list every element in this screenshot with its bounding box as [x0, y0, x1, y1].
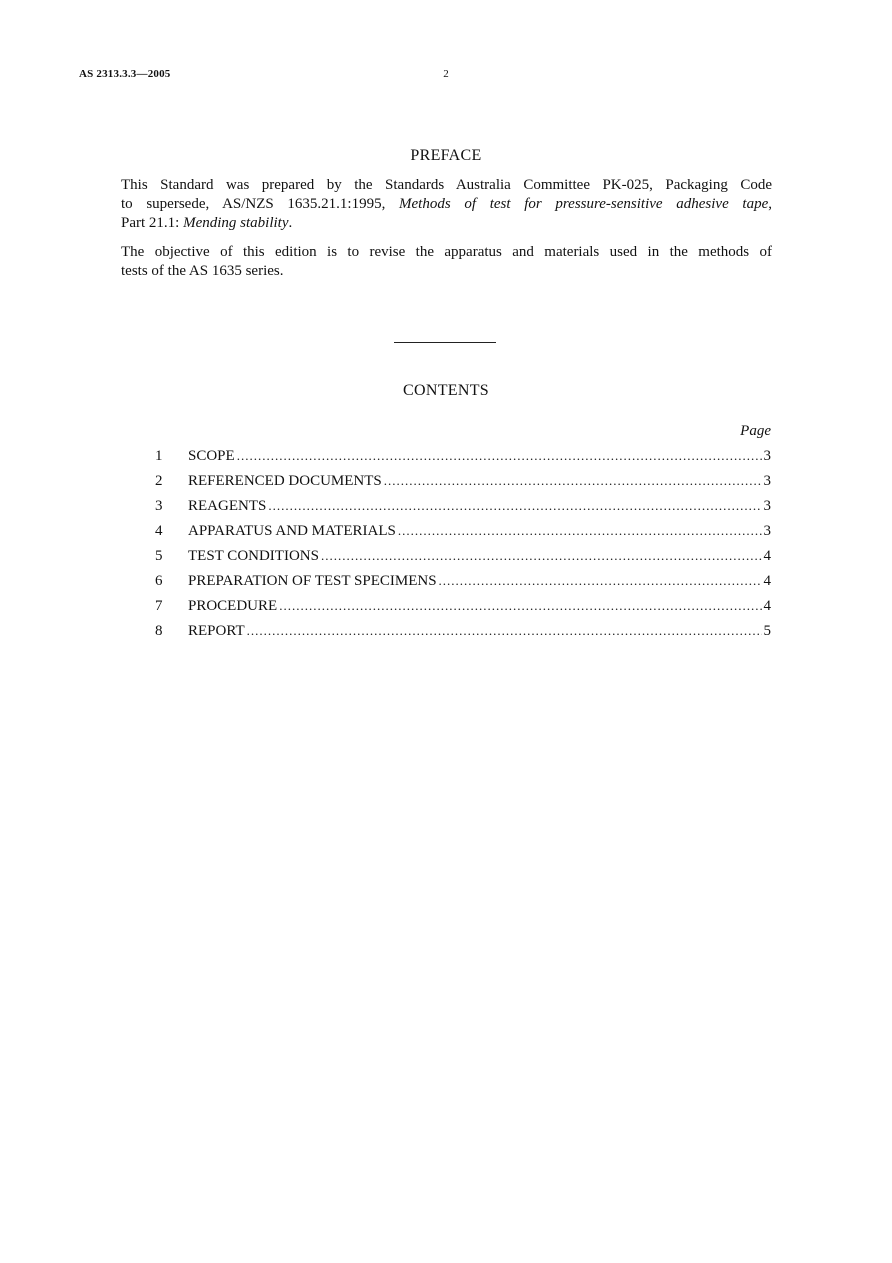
toc-entry-report[interactable] — [150, 623, 771, 648]
toc-leader-dots — [439, 573, 762, 589]
toc-leader-dots — [321, 548, 762, 564]
page-number: 2 — [443, 68, 449, 80]
toc-entry-page: 4 — [763, 548, 771, 564]
toc-entry-page: 4 — [763, 573, 771, 589]
toc-entry-title: PREPARATION OF TEST SPECIMENS — [188, 573, 437, 589]
toc-leader-dots — [279, 598, 761, 614]
toc-entry-title: REAGENTS — [188, 498, 267, 514]
preface-title: PREFACE — [410, 147, 482, 164]
toc-leader-dots — [237, 448, 762, 464]
toc-entry-number: 8 — [155, 623, 163, 639]
toc-entry-number: 6 — [155, 573, 163, 589]
toc-entry-number: 7 — [155, 598, 163, 614]
toc-entry-procedure[interactable] — [150, 598, 771, 623]
toc-entry-preparation-of-test-specimens[interactable] — [150, 573, 771, 598]
section-divider — [394, 342, 496, 343]
table-of-contents — [150, 448, 771, 648]
toc-entry-title: SCOPE — [188, 448, 235, 464]
toc-leader-dots — [247, 623, 762, 639]
toc-entry-scope[interactable] — [150, 448, 771, 473]
part-title: Mending stability — [183, 215, 289, 231]
preface-line-3: Part 21.1: Mending stability. — [121, 215, 293, 231]
toc-entry-title: TEST CONDITIONS — [188, 548, 319, 564]
toc-entry-title: APPARATUS AND MATERIALS — [188, 523, 396, 539]
preface-paragraph-1 — [121, 176, 772, 233]
toc-entry-page: 3 — [763, 523, 771, 539]
toc-entry-title: REFERENCED DOCUMENTS — [188, 473, 382, 489]
toc-entry-page: 3 — [763, 448, 771, 464]
toc-entry-reagents[interactable] — [150, 498, 771, 523]
toc-entry-number: 1 — [155, 448, 163, 464]
preface-objective-line-2: tests of the AS 1635 series. — [121, 263, 284, 279]
toc-entry-number: 5 — [155, 548, 163, 564]
preface-line-1: This Standard was prepared by the Standards Australia Committee PK-025, Packaging Code — [121, 177, 772, 193]
toc-entry-page: 5 — [763, 623, 771, 639]
preface-line-2: to supersede, AS/NZS 1635.21.1:1995, Methods of test for pressure-sensitive adhesive tape, — [121, 196, 772, 212]
toc-entry-number: 2 — [155, 473, 163, 489]
toc-entry-page: 3 — [763, 498, 771, 514]
toc-leader-dots — [268, 498, 761, 514]
preface-objective-line-1: The objective of this edition is to revise the apparatus and materials used in the methods of — [121, 244, 772, 260]
toc-leader-dots — [398, 523, 762, 539]
toc-entry-title: REPORT — [188, 623, 245, 639]
toc-entry-title: PROCEDURE — [188, 598, 278, 614]
document-id: AS 2313.3.3—2005 — [79, 68, 171, 80]
toc-entry-page: 3 — [763, 473, 771, 489]
toc-entry-referenced-documents[interactable] — [150, 473, 771, 498]
publication-title: Methods of test for pressure-sensitive adhesive tape — [399, 196, 769, 212]
toc-entry-apparatus-and-materials[interactable] — [150, 523, 771, 548]
page-column-label: Page — [740, 423, 771, 439]
toc-entry-page: 4 — [763, 598, 771, 614]
toc-leader-dots — [384, 473, 762, 489]
toc-entry-number: 3 — [155, 498, 163, 514]
contents-title: CONTENTS — [403, 382, 489, 399]
preface-paragraph-2 — [121, 243, 772, 281]
toc-entry-number: 4 — [155, 523, 163, 539]
toc-entry-test-conditions[interactable] — [150, 548, 771, 573]
